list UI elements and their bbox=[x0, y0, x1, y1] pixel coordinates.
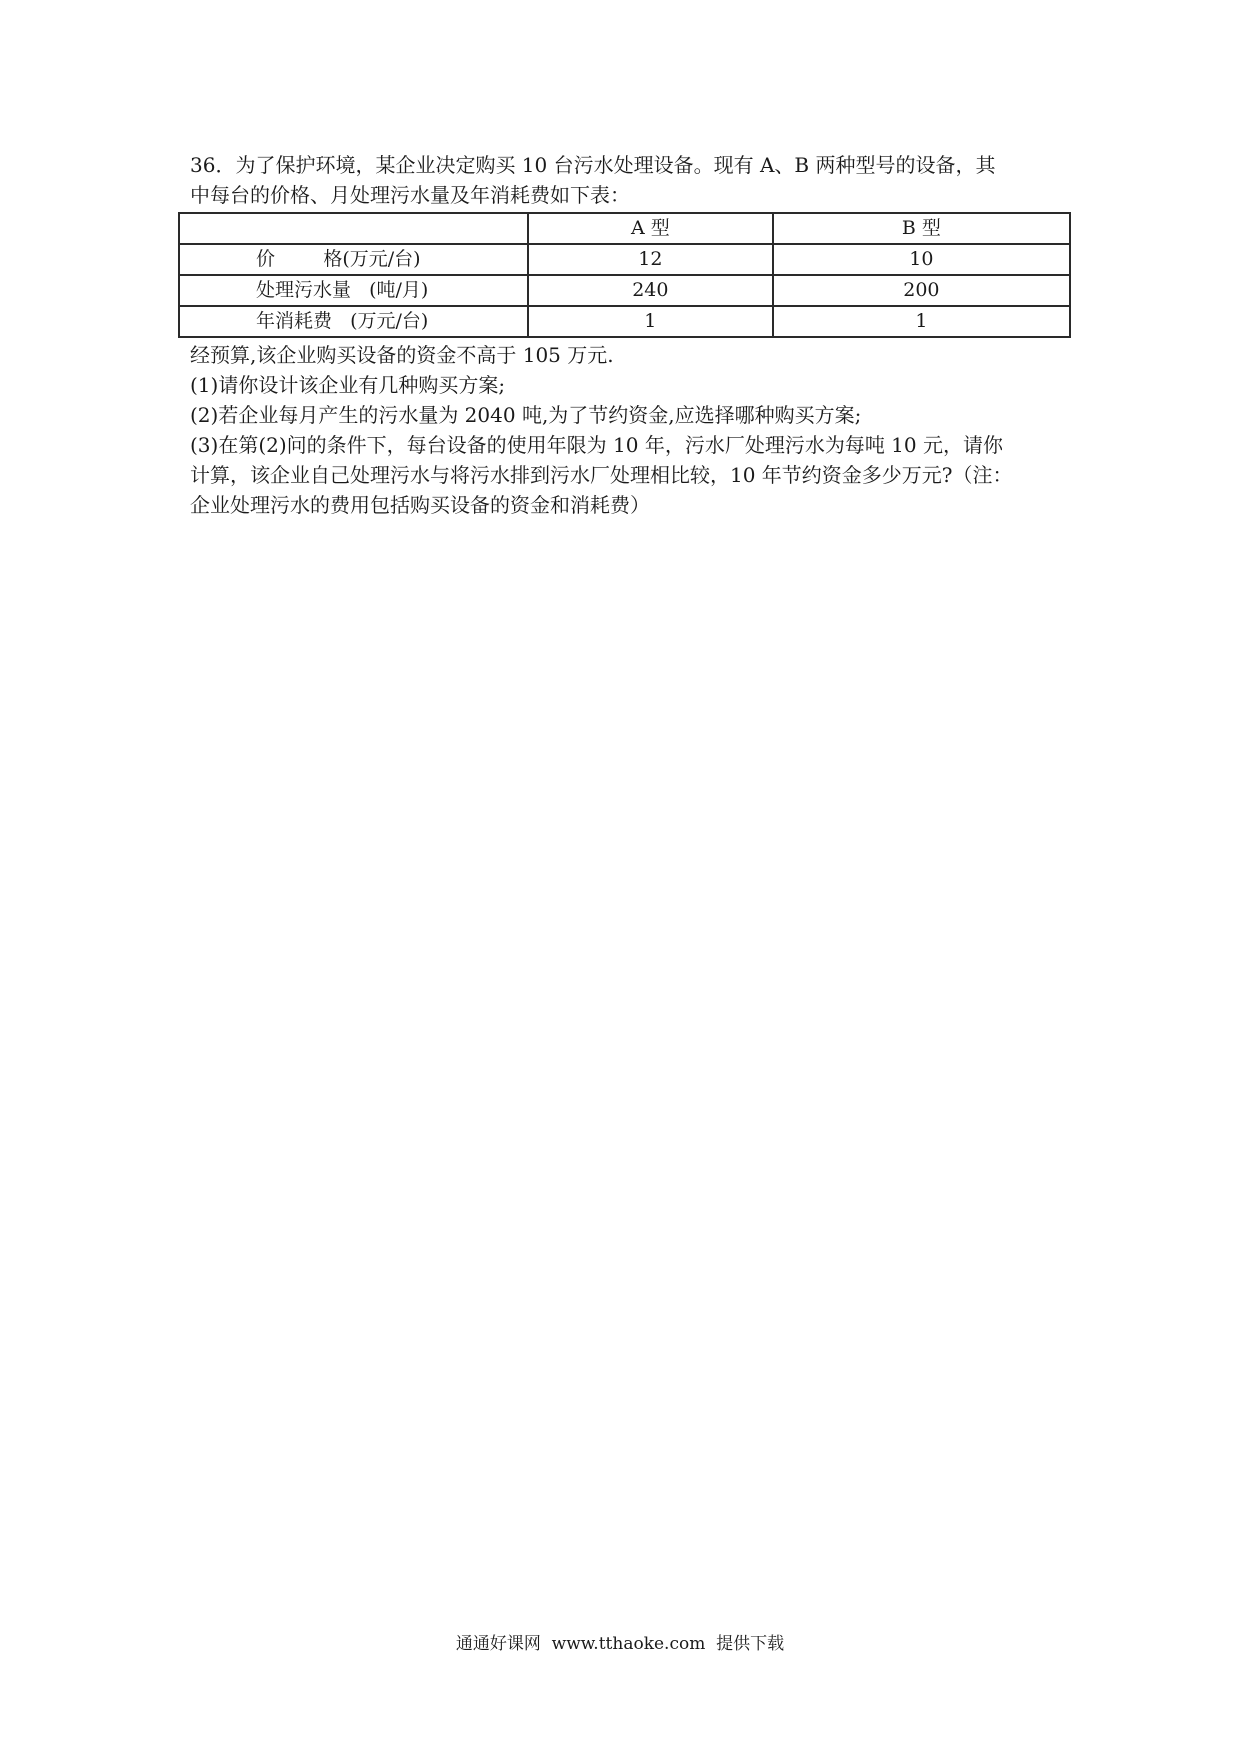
table-cell-a-annual-cost: 1 bbox=[528, 306, 773, 337]
table-cell-b-annual-cost: 1 bbox=[773, 306, 1070, 337]
part-2: (2)若企业每月产生的污水量为 2040 吨,为了节约资金,应选择哪种购买方案; bbox=[190, 403, 862, 427]
budget-line: 经预算,该企业购买设备的资金不高于 105 万元. bbox=[190, 343, 614, 367]
table-header-cell-a: A 型 bbox=[528, 213, 773, 244]
part-3-line-3: 企业处理污水的费用包括购买设备的资金和消耗费） bbox=[190, 493, 650, 517]
table-row bbox=[179, 275, 1070, 306]
table-header-cell-b: B 型 bbox=[773, 213, 1070, 244]
table-header-row bbox=[179, 213, 1070, 244]
table-row-label-annual-cost: 年消耗费 (万元/台) bbox=[179, 306, 528, 337]
table-cell-a-capacity: 240 bbox=[528, 275, 773, 306]
table-row-label-price: 价 格(万元/台) bbox=[179, 244, 528, 275]
question-36 bbox=[190, 150, 1070, 520]
question-intro-line-2: 中每台的价格、月处理污水量及年消耗费如下表： bbox=[190, 183, 630, 207]
question-intro-line-1: 36．为了保护环境，某企业决定购买 10 台污水处理设备。现有 A、B 两种型号的设备，其 bbox=[190, 153, 996, 177]
part-1: (1)请你设计该企业有几种购买方案; bbox=[190, 373, 506, 397]
equipment-spec-table bbox=[178, 212, 1071, 338]
table-row bbox=[179, 306, 1070, 337]
table-cell-a-price: 12 bbox=[528, 244, 773, 275]
table-row-label-capacity: 处理污水量 (吨/月) bbox=[179, 275, 528, 306]
table-cell-b-capacity: 200 bbox=[773, 275, 1070, 306]
page-footer: 通通好课网 www.tthaoke.com 提供下载 bbox=[455, 1634, 785, 1654]
table-cell-b-price: 10 bbox=[773, 244, 1070, 275]
part-3-line-1: (3)在第(2)问的条件下，每台设备的使用年限为 10 年，污水厂处理污水为每吨 10 元，请你 bbox=[190, 433, 1003, 457]
table-row bbox=[179, 244, 1070, 275]
table-header-cell-empty bbox=[179, 213, 528, 244]
part-3-line-2: 计算，该企业自己处理污水与将污水排到污水厂处理相比较，10 年节约资金多少万元?（注： bbox=[190, 463, 1013, 487]
